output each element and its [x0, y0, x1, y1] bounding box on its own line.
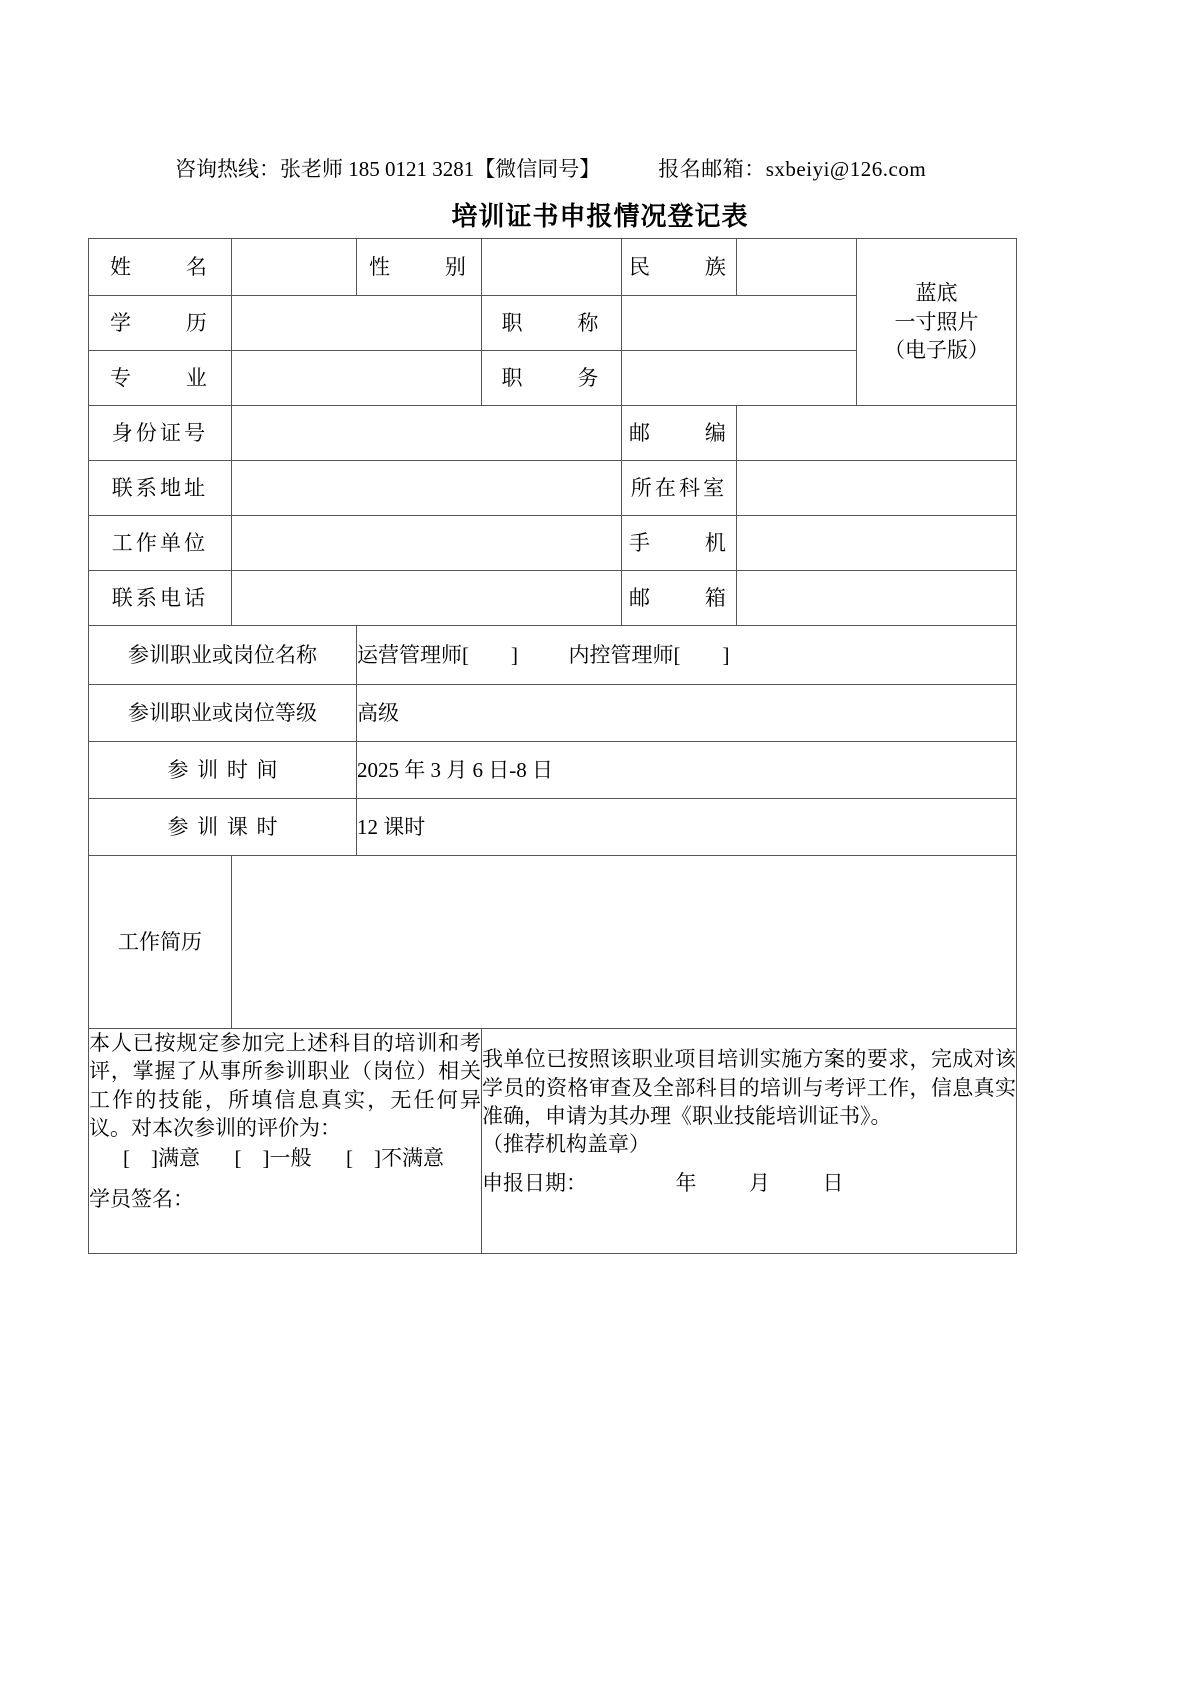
table-row-id-number — [89, 406, 1017, 461]
field-major[interactable] — [232, 351, 482, 406]
label-mobile: 手 机 — [622, 516, 737, 571]
field-ethnicity[interactable] — [737, 239, 857, 296]
photo-placeholder[interactable] — [857, 239, 1017, 406]
option-satisfied[interactable]: [ ]满意 — [123, 1146, 200, 1171]
table-row-name — [89, 239, 1017, 296]
option-average[interactable]: [ ]一般 — [234, 1146, 312, 1171]
field-id-number[interactable] — [232, 406, 622, 461]
student-declaration-cell — [89, 1029, 482, 1254]
field-postcode[interactable] — [737, 406, 1017, 461]
institution-declaration-pad — [482, 1197, 1016, 1237]
label-department: 所在科室 — [622, 461, 737, 516]
institution-seal-note: （推荐机构盖章） — [482, 1132, 650, 1157]
date-day-unit: 日 — [822, 1170, 844, 1195]
label-title-rank: 职 称 — [482, 296, 622, 351]
table-row-train-time — [89, 742, 1017, 799]
table-row-work-unit — [89, 516, 1017, 571]
contact-header — [175, 155, 1035, 183]
field-name[interactable] — [232, 239, 357, 296]
field-mobile[interactable] — [737, 516, 1017, 571]
institution-declaration-text: 我单位已按照该职业项目培训实施方案的要求，完成对该学员的资格审查及全部科目的培训与考评工作，信息真实准确，申请为其办理《职业技能培训证书》。 — [482, 1047, 1016, 1128]
registration-form-table — [88, 238, 1017, 1254]
field-work-unit[interactable] — [232, 516, 622, 571]
label-education: 学 历 — [89, 296, 232, 351]
label-job-name: 参训职业或岗位名称 — [89, 626, 357, 685]
field-gender[interactable] — [482, 239, 622, 296]
label-position: 职 务 — [482, 351, 622, 406]
field-phone[interactable] — [232, 571, 622, 626]
table-row-job-level — [89, 685, 1017, 742]
label-name: 姓 名 — [89, 239, 232, 296]
field-education[interactable] — [232, 296, 482, 351]
label-postcode: 邮 编 — [622, 406, 737, 461]
label-id-number: 身份证号 — [89, 406, 232, 461]
field-position[interactable] — [622, 351, 857, 406]
field-mailbox[interactable] — [737, 571, 1017, 626]
table-row-resume — [89, 856, 1017, 1029]
field-job-level[interactable]: 高级 — [357, 685, 1017, 742]
table-row-job-name — [89, 626, 1017, 685]
label-gender: 性 别 — [357, 239, 482, 296]
label-major: 专 业 — [89, 351, 232, 406]
email-text: 报名邮箱：sxbeiyi@126.com — [658, 157, 927, 181]
label-work-unit: 工作单位 — [89, 516, 232, 571]
table-row-address — [89, 461, 1017, 516]
table-row-phone — [89, 571, 1017, 626]
label-train-time: 参训时间 — [89, 742, 357, 799]
satisfaction-options — [89, 1144, 481, 1172]
hotline-text: 咨询热线：张老师 185 0121 3281【微信同号】 — [175, 157, 601, 181]
application-date-label: 申报日期： — [482, 1170, 587, 1195]
field-train-time[interactable]: 2025 年 3 月 6 日-8 日 — [357, 742, 1017, 799]
student-signature-line[interactable] — [89, 1185, 481, 1213]
date-year-unit: 年 — [675, 1170, 697, 1195]
photo-line-3: （电子版） — [884, 338, 989, 363]
table-row-train-hours — [89, 799, 1017, 856]
field-address[interactable] — [232, 461, 622, 516]
student-declaration-pad — [89, 1213, 481, 1253]
page-title: 培训证书申报情况登记表 — [451, 202, 749, 231]
field-job-name-options[interactable] — [357, 626, 1017, 685]
photo-line-2: 一寸照片 — [894, 309, 979, 334]
label-resume: 工作简历 — [89, 856, 232, 1029]
field-train-hours[interactable]: 12 课时 — [357, 799, 1017, 856]
photo-line-1: 蓝底 — [915, 281, 958, 306]
table-row-declarations — [89, 1029, 1017, 1254]
label-phone: 联系电话 — [89, 571, 232, 626]
label-address: 联系地址 — [89, 461, 232, 516]
label-ethnicity: 民 族 — [622, 239, 737, 296]
job-option-internal-control[interactable]: 内控管理师[ ] — [568, 642, 730, 667]
student-signature-label: 学员签名： — [89, 1186, 194, 1211]
field-title-rank[interactable] — [622, 296, 857, 351]
institution-declaration-cell — [482, 1029, 1017, 1254]
student-declaration-text: 本人已按规定参加完上述科目的培训和考评，掌握了从事所参训职业（岗位）相关工作的技能，所填信息真实，无任何异议。对本次参训的评价为： — [89, 1031, 481, 1141]
label-job-level: 参训职业或岗位等级 — [89, 685, 357, 742]
field-resume[interactable] — [232, 856, 1017, 1029]
field-department[interactable] — [737, 461, 1017, 516]
date-month-unit: 月 — [749, 1170, 770, 1195]
option-unsatisfied[interactable]: [ ]不满意 — [346, 1146, 444, 1171]
label-train-hours: 参训课时 — [89, 799, 357, 856]
job-option-operations[interactable]: 运营管理师[ ] — [357, 642, 518, 667]
label-mailbox: 邮 箱 — [622, 571, 737, 626]
application-date-line[interactable] — [482, 1169, 1016, 1197]
